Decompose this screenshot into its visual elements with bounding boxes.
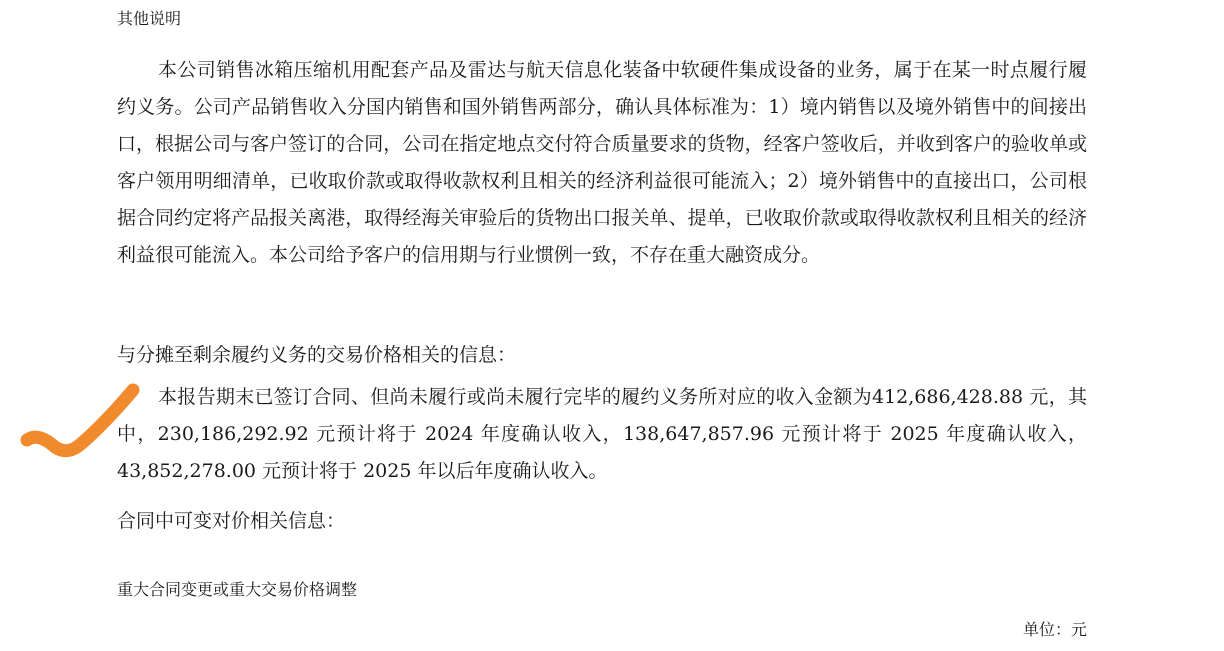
paragraph-remaining-obligations: 本报告期末已签订合同、但尚未履行或尚未履行完毕的履约义务所对应的收入金额为412,686,428.88 元，其中，230,186,292.92 元预计将于 2024 年度确认收入，138,647,857.96 元预计将于 2025 年度确认收入，43,852,278.00 元预计将于 2025 年以后年度确认收入。 [117,386,1087,482]
heading-other-notes: 其他说明 [117,9,182,28]
heading-remaining-obligations: 与分摊至剩余履约义务的交易价格相关的信息： [117,344,517,366]
unit-label: 单位：元 [1022,620,1087,639]
paragraph-revenue-recognition: 本公司销售冰箱压缩机用配套产品及雷达与航天信息化装备中软硬件集成设备的业务，属于在某一时点履行履约义务。公司产品销售收入分国内销售和国外销售两部分，确认具体标准为：1）境内销售以及境外销售中的间接出口，根据公司与客户签订的合同，公司在指定地点交付符合质量要求的货物，经客户签收后，并收到客户的验收单或客户领用明细清单，已收取价款或取得收款权利且相关的经济利益很可能流入；2）境外销售中的直接出口，公司根据合同约定将产品报关离港，取得经海关审验后的货物出口报关单、提单，已收取价款或取得收款权利且相关的经济利益很可能流入。本公司给予客户的信用期与行业惯例一致，不存在重大融资成分。 [117,59,1087,266]
heading-major-contract-change: 重大合同变更或重大交易价格调整 [117,580,358,599]
heading-variable-consideration: 合同中可变对价相关信息： [117,510,346,532]
